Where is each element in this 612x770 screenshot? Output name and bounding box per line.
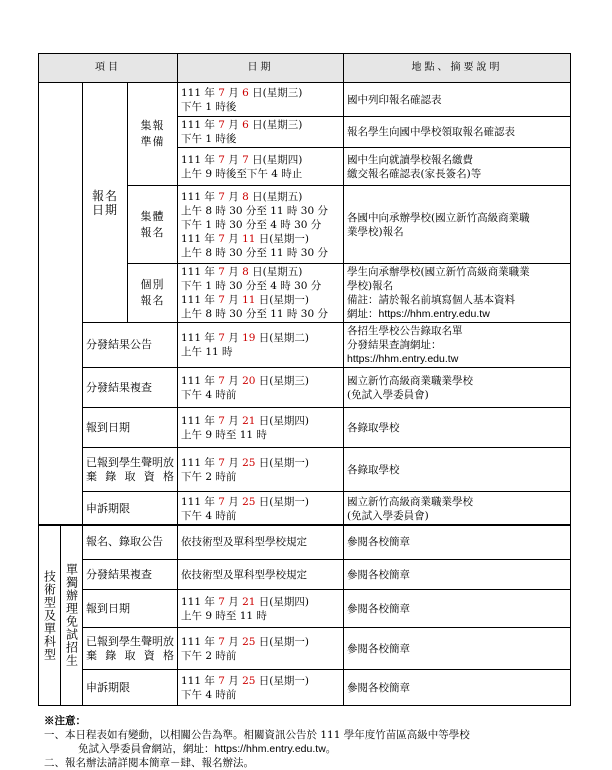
table-row — [39, 368, 571, 408]
table-row — [39, 525, 571, 560]
prep-label: 集報準備 — [128, 83, 178, 186]
place-cell: 國中列印報名確認表 — [344, 83, 571, 117]
date-cell: 依技術型及單科型學校規定 — [178, 560, 344, 590]
table-row — [39, 628, 571, 670]
url-text: https://hhm.entry.edu.tw — [378, 308, 490, 320]
item-cell: 分發結果公告 — [83, 323, 178, 368]
place-cell: 參閱各校簡章 — [344, 628, 571, 670]
url-text: https://hhm.entry.edu.tw — [214, 743, 326, 755]
schedule-table — [38, 53, 571, 526]
item-cell: 已報到學生聲明放棄錄取資格 — [83, 628, 178, 670]
place-cell: 學生向承辦學校(國立新竹高級商業職業 學校)報名 備註：請於報名前填寫個人基本資料 網址：https://hhm.entry.edu.tw — [344, 264, 571, 323]
date-cell: 111 年 7 月 7 日(星期四) 上午 9 時後至下午 4 時止 — [178, 148, 344, 186]
tech-table — [38, 524, 571, 706]
header-place: 地點、摘要說明 — [344, 54, 571, 83]
place-cell: 國立新竹高級商業職業學校 (免試入學委員會) — [344, 492, 571, 526]
item-cell: 報到日期 — [83, 590, 178, 628]
date-cell: 111 年 7 月 25 日(星期一) 下午 2 時前 — [178, 628, 344, 670]
tech-sublabel: 單獨辦理免試招生 — [61, 525, 83, 706]
blank-group-cell — [39, 83, 83, 526]
place-cell: 各招生學校公告錄取名單 分發結果查詢網址： https://hhm.entry.edu.tw — [344, 323, 571, 368]
place-cell: 報名學生向國中學校領取報名確認表 — [344, 117, 571, 148]
note-2: 二、報名辦法請詳閱本簡章－肆、報名辦法。 — [44, 757, 254, 769]
place-cell: 各國中向承辦學校(國立新竹高級商業職 業學校)報名 — [344, 186, 571, 264]
date-cell: 111 年 7 月 6 日(星期三) 下午 1 時後 — [178, 83, 344, 117]
date-cell: 111 年 7 月 25 日(星期一) 下午 4 時前 — [178, 670, 344, 706]
note-1b: 免試入學委員會網站，網址：https://hhm.entry.edu.tw。 — [78, 743, 337, 755]
date-cell: 111 年 7 月 25 日(星期一) 下午 2 時前 — [178, 448, 344, 492]
table-row — [39, 560, 571, 590]
tech-label: 技術型及單科型 — [39, 525, 61, 706]
notes-title: ※注意： — [44, 715, 86, 727]
date-cell: 依技術型及單科型學校規定 — [178, 525, 344, 560]
item-cell: 報名、錄取公告 — [83, 525, 178, 560]
place-cell: 參閱各校簡章 — [344, 560, 571, 590]
table-row — [39, 83, 571, 117]
group-label: 集體報名 — [128, 186, 178, 264]
item-cell: 申訴期限 — [83, 492, 178, 526]
place-cell: 參閱各校簡章 — [344, 670, 571, 706]
table-row — [39, 408, 571, 448]
date-cell: 111 年 7 月 8 日(星期五) 上午 8 時 30 分至 11 時 30 分 下午 1 時 30 分至 4 時 30 分 111 年 7 月 11 日(星期一) 上午 8 時 30 分至 11 時 30 分 — [178, 186, 344, 264]
date-cell: 111 年 7 月 21 日(星期四) 上午 9 時至 11 時 — [178, 408, 344, 448]
place-cell: 各錄取學校 — [344, 448, 571, 492]
item-cell: 申訴期限 — [83, 670, 178, 706]
table-row — [39, 590, 571, 628]
place-cell: 參閱各校簡章 — [344, 525, 571, 560]
date-cell: 111 年 7 月 8 日(星期五) 下午 1 時 30 分至 4 時 30 分 111 年 7 月 11 日(星期一) 上午 8 時 30 分至 11 時 30 分 — [178, 264, 344, 323]
table-row — [39, 492, 571, 526]
indiv-label: 個別報名 — [128, 264, 178, 323]
date-cell: 111 年 7 月 19 日(星期二) 上午 11 時 — [178, 323, 344, 368]
date-cell: 111 年 7 月 6 日(星期三) 下午 1 時後 — [178, 117, 344, 148]
table-row — [39, 448, 571, 492]
item-cell: 報到日期 — [83, 408, 178, 448]
item-cell: 已報到學生聲明放棄錄取資格 — [83, 448, 178, 492]
notes-section — [44, 714, 584, 770]
note-1: 一、本日程表如有變動，以相關公告為準。相關資訊公告於 111 學年度竹苗區高級中等學校 — [44, 729, 470, 741]
place-cell: 參閱各校簡章 — [344, 590, 571, 628]
item-cell: 分發結果複查 — [83, 368, 178, 408]
table-row — [39, 323, 571, 368]
header-date: 日期 — [178, 54, 344, 83]
date-cell: 111 年 7 月 21 日(星期四) 上午 9 時至 11 時 — [178, 590, 344, 628]
header-row — [39, 54, 571, 83]
date-cell: 111 年 7 月 20 日(星期三) 下午 4 時前 — [178, 368, 344, 408]
place-cell: 各錄取學校 — [344, 408, 571, 448]
place-cell: 國立新竹高級商業職業學校 (免試入學委員會) — [344, 368, 571, 408]
reg-date-label: 報名日期 — [83, 83, 128, 323]
item-cell: 分發結果複查 — [83, 560, 178, 590]
place-cell: 國中生向就讀學校報名繳費 繳交報名確認表(家長簽名)等 — [344, 148, 571, 186]
table-row — [39, 670, 571, 706]
header-item: 項目 — [39, 54, 178, 83]
date-cell: 111 年 7 月 25 日(星期一) 下午 4 時前 — [178, 492, 344, 526]
